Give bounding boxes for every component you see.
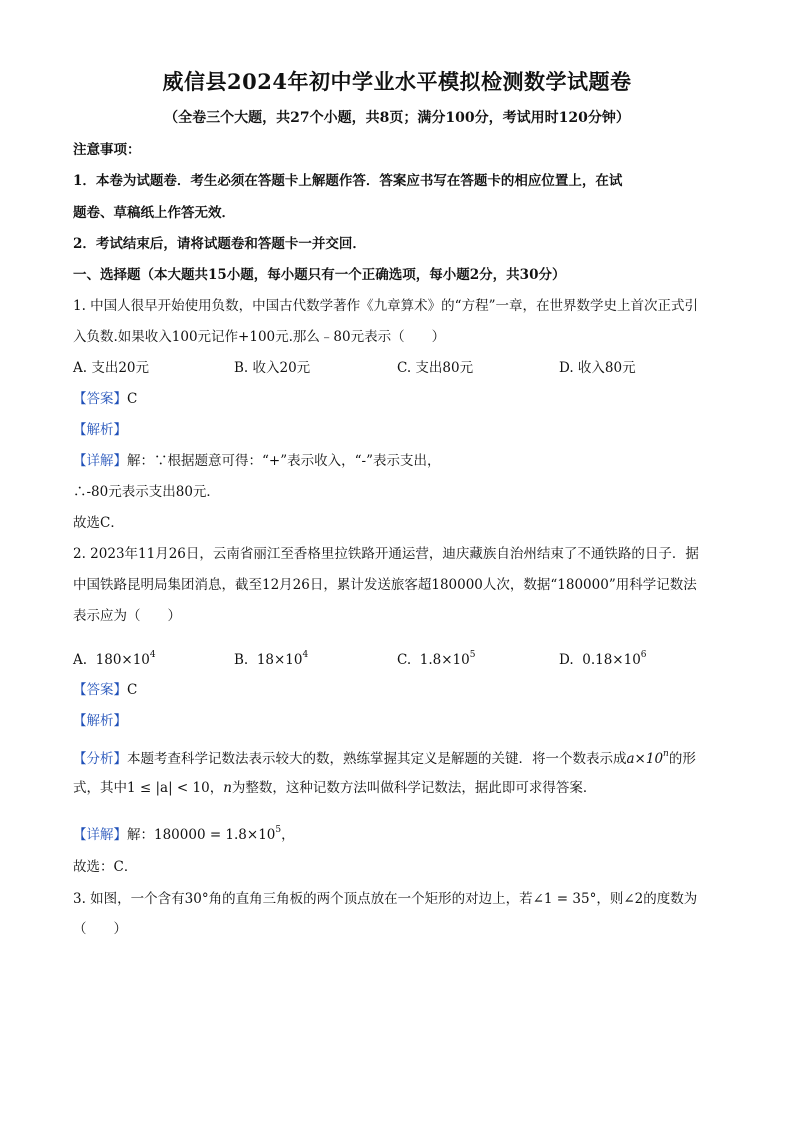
option-exponent: 4	[149, 650, 156, 660]
q2-conclusion: 故选：C．	[73, 859, 138, 875]
detail-exponent: 5	[275, 825, 282, 835]
option-math: 0.18×10	[582, 652, 641, 668]
q2-text-line-1: 2. 2023年11月26日，云南省丽江至香格里拉铁路开通运营，迪庆藏族自治州结束了不通铁路的日子．据	[73, 546, 699, 562]
page-subtitle: （全卷三个大题，共27个小题，共8页；满分100分，考试用时120分钟）	[164, 110, 630, 126]
fenxi-variable: n	[223, 780, 232, 796]
option-label: B.	[234, 652, 249, 668]
q2-analysis	[73, 711, 734, 731]
fenxi-text: 本题考查科学记数法表示较大的数，熟练掌握其定义是解题的关键．将一个数表示成	[127, 751, 627, 767]
option-math: 180×10	[95, 652, 150, 668]
q1-option-b: B. 收入20元	[234, 360, 311, 376]
answer-tag: 【答案】	[73, 682, 127, 698]
q3-text-line-1	[73, 889, 734, 909]
q1-option-d: D. 收入80元	[559, 360, 636, 376]
q3-text: 3. 如图，一个含有30°角的直角三角板的两个顶点放在一个矩形的对边上，若	[73, 891, 533, 907]
section-heading: 一、选择题（本大题共15小题，每小题只有一个正确选项，每小题2分，共30分）	[73, 267, 566, 283]
q1-detail-line-2: ∴-80元表示支出80元．	[73, 484, 220, 500]
q1-detail-line-1	[73, 451, 734, 471]
detail-text: 解：∵根据题意可得：“+”表示收入，“-”表示支出，	[127, 453, 441, 469]
q1-analysis	[73, 420, 734, 440]
detail-text-end: ，	[281, 827, 295, 843]
option-math: 18×10	[256, 652, 303, 668]
option-exponent: 4	[302, 650, 309, 660]
q1-answer	[73, 389, 734, 409]
q2-option-b	[234, 645, 308, 670]
fenxi-inequality: 1 ≤ |a| < 10	[127, 780, 210, 796]
q3-math-angle-1: ∠1 = 35°	[532, 891, 597, 907]
q2-option-d	[559, 645, 647, 670]
detail-text: 解：	[127, 827, 154, 843]
answer-tag: 【答案】	[73, 391, 127, 407]
q2-fenxi-line-1	[73, 744, 734, 769]
notice-item-2: 2．考试结束后，请将试题卷和答题卡一并交回．	[73, 236, 366, 252]
fenxi-text-end: 为整数，这种记数方法叫做科学记数法，据此即可求得答案．	[231, 780, 597, 796]
detail-tag: 【详解】	[73, 827, 127, 843]
fenxi-math: a×10	[626, 751, 664, 767]
q2-fenxi-line-2: 式，其中1 ≤ |a| < 10，n为整数，这种记数方法叫做科学记数法，据此即可求得答案．	[73, 780, 597, 796]
q3-text-end: 的度数为	[643, 891, 698, 907]
detail-tag: 【详解】	[73, 453, 127, 469]
analysis-tag: 【解析】	[73, 713, 127, 729]
q2-option-c	[397, 645, 475, 670]
q1-conclusion: 故选C．	[73, 515, 124, 531]
notice-heading: 注意事项：	[73, 142, 141, 158]
option-exponent: 5	[469, 650, 476, 660]
option-label: A.	[73, 652, 88, 668]
answer-value: C	[127, 391, 138, 407]
fenxi-tag: 【分析】	[73, 751, 127, 767]
option-math: 1.8×10	[419, 652, 470, 668]
option-label: D.	[559, 652, 574, 668]
q3-text-mid: ，则	[596, 891, 624, 907]
q1-text-line-1: 1. 中国人很早开始使用负数，中国古代数学著作《九章算术》的“方程”一章，在世界数学史上首次正式引	[73, 298, 698, 314]
q1-option-a: A. 支出20元	[73, 360, 150, 376]
notice-item-1-line-1: 1．本卷为试题卷．考生必须在答题卡上解题作答．答案应书写在答题卡的相应位置上，在试	[73, 173, 623, 189]
option-label: C.	[397, 652, 412, 668]
notice-item-1-line-2: 题卷、草稿纸上作答无效．	[73, 205, 235, 221]
q2-detail	[73, 820, 734, 845]
fenxi-exponent: n	[663, 749, 669, 759]
q2-text-line-2: 中国铁路昆明局集团消息，截至12月26日，累计发送旅客超180000人次，数据“180000”用科学记数法	[73, 577, 697, 593]
q3-math-angle-2: ∠2	[623, 891, 644, 907]
q1-option-c: C. 支出80元	[397, 360, 474, 376]
q3-text-line-2: （ ）	[73, 921, 127, 937]
q2-answer	[73, 680, 734, 700]
page-title: 威信县2024年初中学业水平模拟检测数学试题卷	[162, 69, 632, 94]
fenxi-text-end: 的形	[668, 751, 696, 767]
option-exponent: 6	[640, 650, 647, 660]
q2-text-line-3: 表示应为（ ）	[73, 608, 181, 624]
detail-math: 180000 = 1.8×10	[154, 827, 276, 843]
analysis-tag: 【解析】	[73, 422, 127, 438]
q2-option-a	[73, 645, 156, 670]
fenxi-text: 式，其中	[73, 780, 127, 796]
q1-text-line-2: 入负数.如果收入100元记作+100元.那么﹣80元表示（ ）	[73, 329, 446, 345]
answer-value: C	[127, 682, 138, 698]
